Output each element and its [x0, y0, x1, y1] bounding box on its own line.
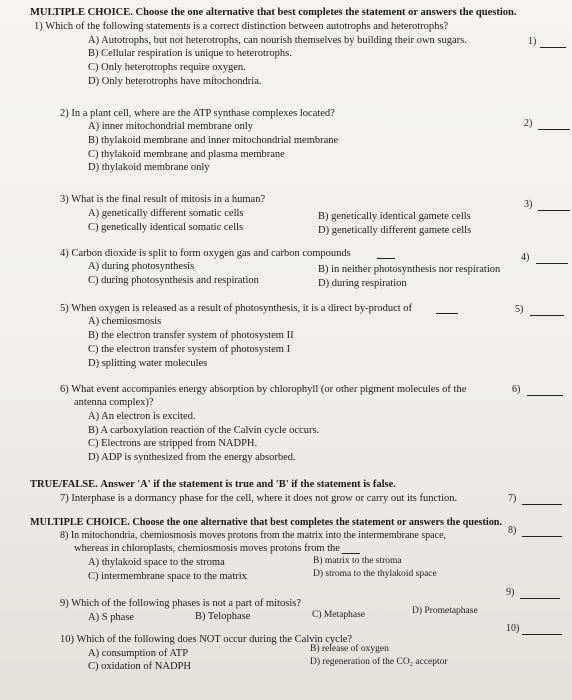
question-stem: 2) In a plant cell, where are the ATP synthase complexes located?	[60, 108, 335, 119]
answer-blank[interactable]	[538, 129, 570, 130]
answer-label: 3)	[524, 199, 533, 210]
answer-blank[interactable]	[520, 598, 560, 599]
option: C) during photosynthesis and respiration	[88, 275, 259, 286]
section-header	[30, 478, 396, 491]
option: D) Only heterotrophs have mitochondria.	[88, 76, 262, 87]
question-stem: 4) Carbon dioxide is split to form oxygen gas and carbon compounds	[60, 248, 351, 259]
option: B) in neither photosynthesis nor respiration	[318, 264, 501, 275]
fill-in-blank	[342, 553, 360, 554]
option: B) the electron transfer system of photosystem II	[88, 330, 294, 341]
option: C) thylakoid membrane and plasma membrane	[88, 149, 285, 160]
answer-blank[interactable]	[522, 536, 562, 537]
fill-in-blank	[377, 258, 395, 259]
option: B) release of oxygen	[310, 644, 389, 654]
option: B) Telophase	[195, 611, 251, 622]
option: D) regeneration of the CO₂ acceptor	[310, 657, 448, 667]
answer-blank[interactable]	[536, 263, 568, 264]
section-header	[30, 516, 502, 529]
answer-label: 1)	[528, 36, 537, 47]
option: C) Only heterotrophs require oxygen.	[88, 62, 246, 73]
answer-label: 2)	[524, 118, 533, 129]
question-stem: 9) Which of the following phases is not a part of mitosis?	[60, 598, 301, 609]
question-stem: 3) What is the final result of mitosis in a human?	[60, 194, 266, 205]
section-instruction: Answer 'A' if the statement is true and 'B' if the statement is false.	[100, 479, 396, 490]
section-instruction: Choose the one alternative that best completes the statement or answers the question.	[132, 517, 502, 528]
section-type: MULTIPLE CHOICE.	[30, 517, 130, 528]
answer-label: 4)	[521, 252, 530, 263]
option: D) genetically different gamete cells	[318, 225, 472, 236]
question-stem: 1) Which of the following statements is a correct distinction between autotrophs and heterotrophs?	[34, 21, 449, 32]
answer-blank[interactable]	[522, 504, 562, 505]
answer-blank[interactable]	[530, 315, 564, 316]
answer-blank[interactable]	[522, 634, 562, 635]
option: A) chemiosmosis	[88, 316, 162, 327]
answer-blank[interactable]	[540, 47, 566, 48]
answer-label: 10)	[506, 623, 520, 634]
option: D) stroma to the thylakoid space	[313, 569, 437, 579]
answer-label: 5)	[515, 304, 524, 315]
question-stem-cont: antenna complex)?	[74, 397, 154, 408]
option: A) An electron is excited.	[88, 411, 196, 422]
option: C) intermembrane space to the matrix	[88, 571, 247, 582]
question-stem: 8) In mitochondria, chemiosmosis moves protons from the matrix into the intermembrane space,	[60, 530, 447, 541]
option: A) inner mitochondrial membrane only	[88, 121, 254, 132]
option: A) during photosynthesis	[88, 261, 195, 272]
fill-in-blank	[436, 313, 458, 314]
option: D) splitting water molecules	[88, 358, 208, 369]
option: B) thylakoid membrane and inner mitochondrial membrane	[88, 135, 339, 146]
option: B) Cellular respiration is unique to heterotrophs.	[88, 48, 292, 59]
section-instruction: Choose the one alternative that best completes the statement or answers the question.	[135, 7, 517, 18]
option: A) thylakoid space to the stroma	[88, 557, 225, 568]
option: A) genetically different somatic cells	[88, 208, 244, 219]
section-header	[30, 6, 516, 19]
section-type: TRUE/FALSE.	[30, 479, 98, 490]
answer-label: 8)	[508, 525, 517, 536]
section-type: MULTIPLE CHOICE.	[30, 7, 133, 18]
question-stem: 10) Which of the following does NOT occur during the Calvin cycle?	[60, 634, 353, 645]
option: C) Metaphase	[312, 610, 366, 620]
option: A) consumption of ATP	[88, 648, 189, 659]
answer-label: 7)	[508, 493, 517, 504]
answer-label: 9)	[506, 587, 515, 598]
answer-label: 6)	[512, 384, 521, 395]
option: D) thylakoid membrane only	[88, 162, 210, 173]
question-stem-cont: whereas in chloroplasts, chemiosmosis moves protons from the	[74, 543, 340, 554]
option: C) genetically identical somatic cells	[88, 222, 244, 233]
answer-blank[interactable]	[527, 395, 563, 396]
option: C) Electrons are stripped from NADPH.	[88, 438, 258, 449]
option: D) Prometaphase	[412, 606, 478, 616]
question-stem: 6) What event accompanies energy absorption by chlorophyll (or other pigment molecules of the	[60, 384, 467, 395]
option: C) the electron transfer system of photosystem I	[88, 344, 291, 355]
option: D) ADP is synthesized from the energy absorbed.	[88, 452, 296, 463]
option: B) A carboxylation reaction of the Calvin cycle occurs.	[88, 425, 320, 436]
option: B) matrix to the stroma	[313, 556, 402, 566]
question-stem: 5) When oxygen is released as a result of photosynthesis, it is a direct by-product of	[60, 303, 413, 314]
option: D) during respiration	[318, 278, 407, 289]
option: B) genetically identical gamete cells	[318, 211, 471, 222]
option: C) oxidation of NADPH	[88, 661, 191, 672]
option: A) Autotrophs, but not heterotrophs, can nourish themselves by building their own sugars.	[88, 35, 467, 46]
option: A) S phase	[88, 612, 135, 623]
question-stem: 7) Interphase is a dormancy phase for the cell, where it does not grow or carry out its function.	[60, 493, 458, 504]
answer-blank[interactable]	[538, 210, 570, 211]
